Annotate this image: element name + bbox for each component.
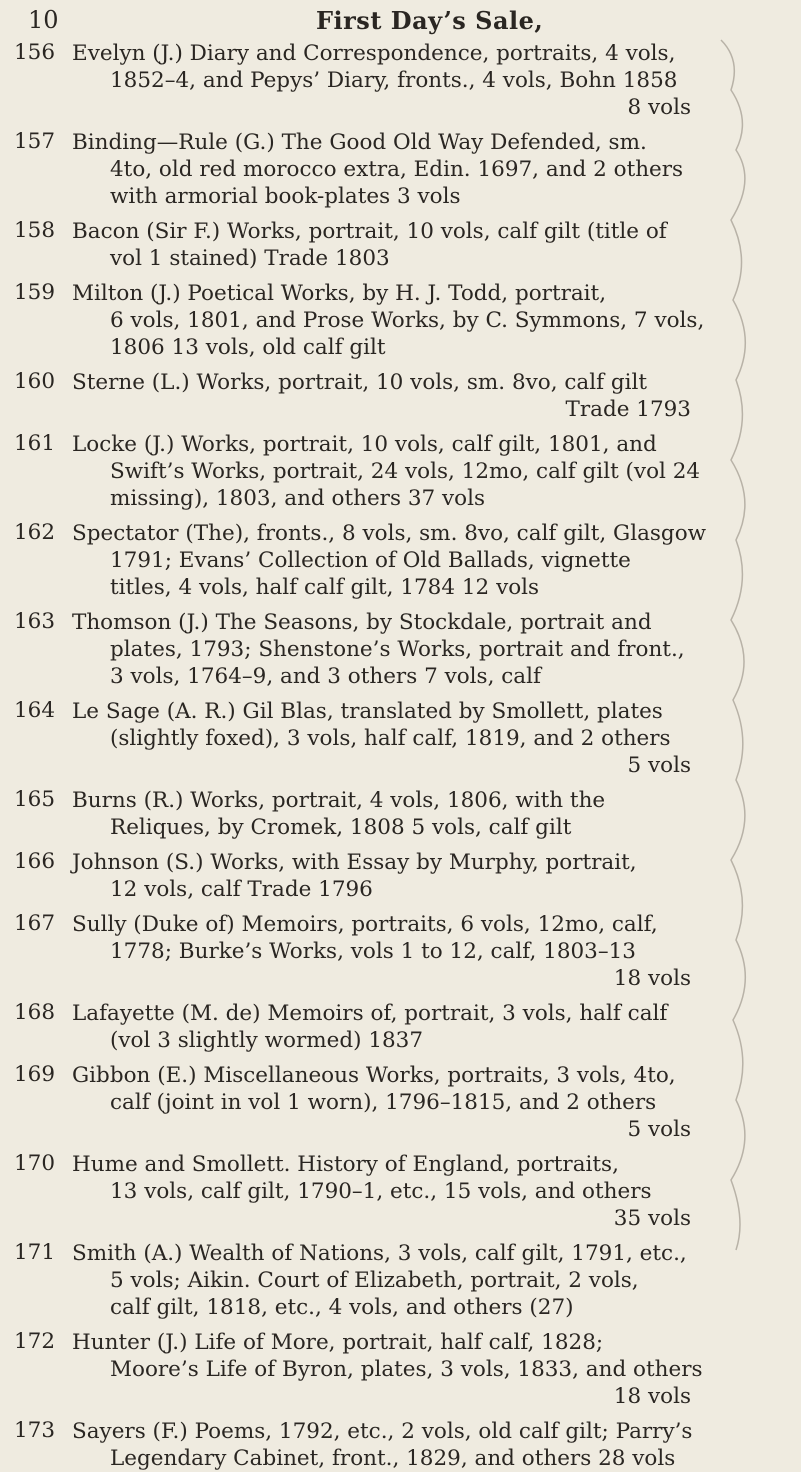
lot-description-line: 1778; Burke’s Works, vols 1 to 12, calf, 1803–13	[110, 939, 636, 964]
lot-entry	[0, 1062, 801, 1143]
lot-description-line: Sully (Duke of) Memoirs, portraits, 6 vols, 12mo, calf,	[72, 912, 658, 937]
lot-description-line: 18 vols	[613, 1384, 691, 1409]
lot-description-line: Le Sage (A. R.) Gil Blas, translated by Smollett, plates	[72, 699, 663, 724]
lot-description-line: 18 vols	[613, 966, 691, 991]
lot-description-line: 5 vols	[627, 1117, 691, 1142]
lot-description-line: Trade 1793	[565, 397, 691, 422]
lot-description-line: Lafayette (M. de) Memoirs of, portrait, 3 vols, half calf	[72, 1001, 668, 1026]
lot-number: 167	[14, 911, 56, 936]
lot-number: 156	[14, 40, 56, 65]
lot-number: 161	[14, 431, 56, 456]
lot-entry	[0, 40, 801, 121]
lot-description-line: Legendary Cabinet, front., 1829, and others 28 vols	[110, 1446, 676, 1471]
lot-description-line: Swift’s Works, portrait, 24 vols, 12mo, calf gilt (vol 24	[110, 459, 701, 484]
lot-number: 166	[14, 849, 56, 874]
lot-description-line: 6 vols, 1801, and Prose Works, by C. Symmons, 7 vols,	[110, 308, 705, 333]
lot-description-line: with armorial book-plates 3 vols	[110, 184, 461, 209]
lot-description-line: 12 vols, calf Trade 1796	[110, 877, 373, 902]
lot-description-line: Thomson (J.) The Seasons, by Stockdale, portrait and	[72, 610, 652, 635]
lot-description-line: Sterne (L.) Works, portrait, 10 vols, sm. 8vo, calf gilt	[72, 370, 648, 395]
lot-description-line: Moore’s Life of Byron, plates, 3 vols, 1833, and others	[110, 1357, 703, 1382]
lot-entry	[0, 609, 801, 690]
lot-description-line: Spectator (The), fronts., 8 vols, sm. 8vo, calf gilt, Glasgow	[72, 521, 707, 546]
lot-number: 172	[14, 1329, 56, 1354]
pencil-marks	[711, 0, 781, 1262]
lot-number: 163	[14, 609, 56, 634]
lot-entry	[0, 369, 801, 423]
lot-entry	[0, 911, 801, 992]
lot-description-line: 1852–4, and Pepys’ Diary, fronts., 4 vols, Bohn 1858	[110, 68, 678, 93]
lot-description-line: Sayers (F.) Poems, 1792, etc., 2 vols, old calf gilt; Parry’s	[72, 1419, 693, 1444]
lot-entry	[0, 1000, 801, 1054]
lot-entry	[0, 849, 801, 903]
lot-description-line: 5 vols; Aikin. Court of Elizabeth, portrait, 2 vols,	[110, 1268, 639, 1293]
lot-number: 159	[14, 280, 56, 305]
lot-description-line: vol 1 stained) Trade 1803	[110, 246, 390, 271]
page-header	[28, 6, 718, 36]
lot-entry	[0, 280, 801, 361]
lot-number: 160	[14, 369, 56, 394]
lot-entry	[0, 1240, 801, 1321]
lot-description-line: 4to, old red morocco extra, Edin. 1697, and 2 others	[110, 157, 684, 182]
lot-entry	[0, 431, 801, 512]
lot-description-line: Locke (J.) Works, portrait, 10 vols, calf gilt, 1801, and	[72, 432, 657, 457]
lot-description-line: Gibbon (E.) Miscellaneous Works, portraits, 3 vols, 4to,	[72, 1063, 676, 1088]
lot-description-line: 8 vols	[627, 95, 691, 120]
lot-entry	[0, 1151, 801, 1232]
lot-entry	[0, 1418, 801, 1472]
lot-description-line: (vol 3 slightly wormed) 1837	[110, 1028, 424, 1053]
lot-description-line: titles, 4 vols, half calf gilt, 1784 12 vols	[110, 575, 540, 600]
lot-entry	[0, 787, 801, 841]
lot-number: 164	[14, 698, 56, 723]
lot-description-line: calf (joint in vol 1 worn), 1796–1815, and 2 others	[110, 1090, 657, 1115]
lot-description-line: 1806 13 vols, old calf gilt	[110, 335, 386, 360]
lot-description-line: Burns (R.) Works, portrait, 4 vols, 1806, with the	[72, 788, 606, 813]
lot-number: 169	[14, 1062, 56, 1087]
lot-list	[0, 40, 801, 1471]
lot-description-line: 1791; Evans’ Collection of Old Ballads, vignette	[110, 548, 631, 573]
lot-description-line: Bacon (Sir F.) Works, portrait, 10 vols, calf gilt (title of	[72, 219, 667, 244]
lot-description-line: 3 vols, 1764–9, and 3 others 7 vols, calf	[110, 664, 541, 689]
lot-entry	[0, 1329, 801, 1410]
lot-entry	[0, 698, 801, 779]
lot-description-line: calf gilt, 1818, etc., 4 vols, and others (27)	[110, 1295, 574, 1320]
lot-description-line: (slightly foxed), 3 vols, half calf, 1819, and 2 others	[110, 726, 671, 751]
lot-entry	[0, 218, 801, 272]
lot-number: 162	[14, 520, 56, 545]
lot-description-line: 5 vols	[627, 753, 691, 778]
lot-description-line: Hume and Smollett. History of England, portraits,	[72, 1152, 619, 1177]
lot-description-line: Evelyn (J.) Diary and Correspondence, portraits, 4 vols,	[72, 41, 676, 66]
lot-description-line: Hunter (J.) Life of More, portrait, half calf, 1828;	[72, 1330, 604, 1355]
lot-description-line: missing), 1803, and others 37 vols	[110, 486, 486, 511]
lot-description-line: Smith (A.) Wealth of Nations, 3 vols, calf gilt, 1791, etc.,	[72, 1241, 687, 1266]
page-title: First Day’s Sale,	[316, 6, 544, 35]
lot-description-line: Milton (J.) Poetical Works, by H. J. Todd, portrait,	[72, 281, 607, 306]
lot-entry	[0, 520, 801, 601]
lot-description-line: 13 vols, calf gilt, 1790–1, etc., 15 vols, and others	[110, 1179, 652, 1204]
lot-description-line: Johnson (S.) Works, with Essay by Murphy, portrait,	[72, 850, 637, 875]
lot-number: 165	[14, 787, 56, 812]
lot-number: 157	[14, 129, 56, 154]
lot-entry	[0, 129, 801, 210]
lot-description-line: Reliques, by Cromek, 1808 5 vols, calf gilt	[110, 815, 572, 840]
lot-description-line: Binding—Rule (G.) The Good Old Way Defended, sm.	[72, 130, 647, 155]
lot-number: 170	[14, 1151, 56, 1176]
lot-number: 158	[14, 218, 56, 243]
lot-number: 171	[14, 1240, 56, 1265]
lot-number: 168	[14, 1000, 56, 1025]
lot-description-line: 35 vols	[613, 1206, 691, 1231]
lot-description-line: plates, 1793; Shenstone’s Works, portrait and front.,	[110, 637, 685, 662]
page-number: 10	[28, 6, 59, 34]
lot-number: 173	[14, 1418, 56, 1443]
